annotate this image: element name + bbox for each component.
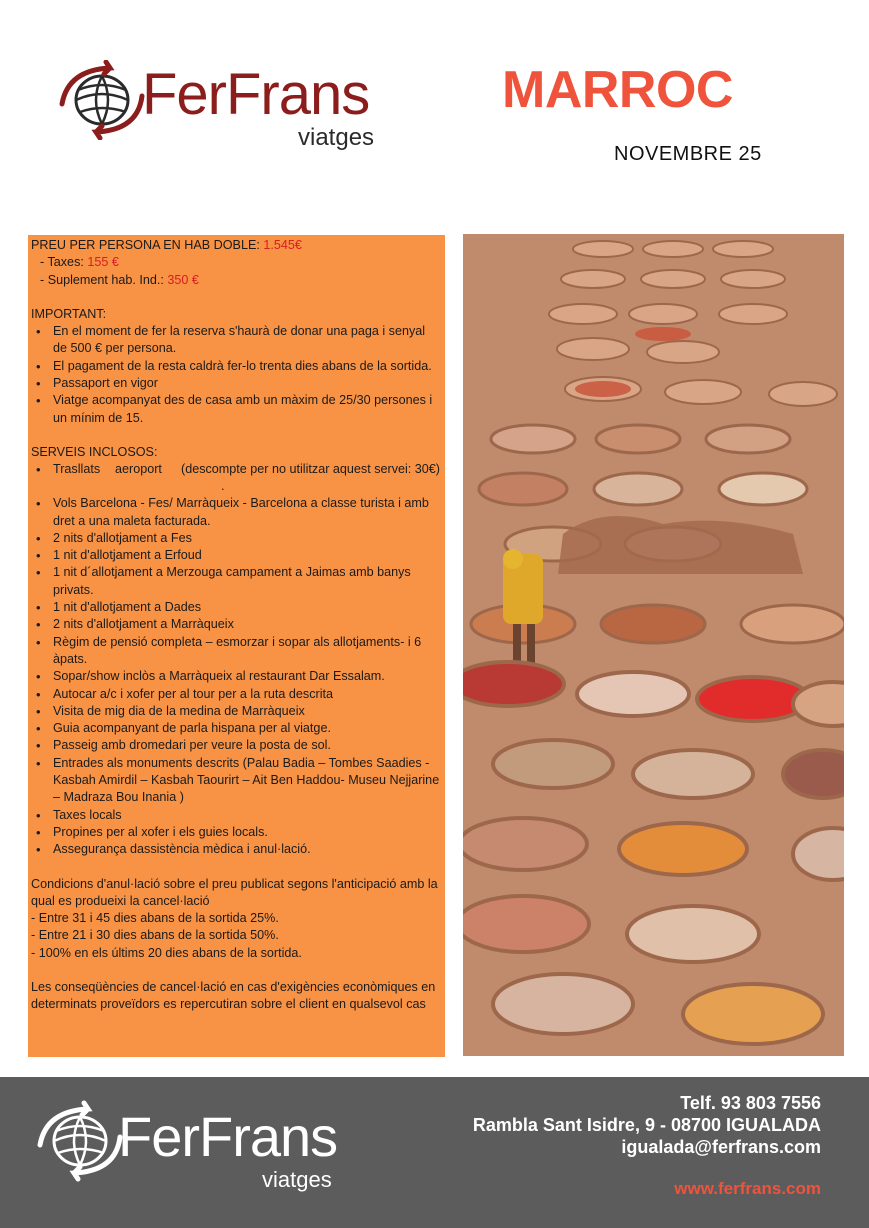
list-item: • 2 nits d'allotjament a Marràqueix — [53, 616, 441, 633]
trip-date: NOVEMBRE 25 — [614, 143, 762, 165]
tannery-illustration — [463, 234, 844, 1056]
suplement-label: - Suplement hab. Ind.: — [40, 272, 168, 287]
condicions-line: - Entre 31 i 45 dies abans de la sortida 25%. — [31, 911, 279, 926]
serveis-heading: SERVEIS INCLOSOS: — [31, 444, 158, 459]
list-item-trasllat — [53, 461, 441, 495]
globe-icon — [58, 60, 148, 140]
list-item: • Guia acompanyant de parla hispana per al viatge. — [53, 720, 441, 737]
list-item: • 1 nit d´allotjament a Merzouga campament a Jaimas amb banys privats. — [53, 564, 441, 599]
trasllat-label: • Trasllats — [53, 462, 101, 477]
taxes-value: 155 € — [87, 255, 119, 270]
footer-brand-subtitle: viatges — [262, 1167, 332, 1192]
brand-name: FerFrans — [142, 62, 370, 127]
list-item: • Assegurança dassistència mèdica i anul·lació. — [53, 841, 441, 858]
taxes-line — [31, 254, 441, 271]
list-item: • Sopar/show inclòs a Marràqueix al restaurant Dar Essalam. — [53, 668, 441, 685]
brand-subtitle: viatges — [298, 124, 375, 151]
address: Rambla Sant Isidre, 9 - 08700 IGUALADA — [472, 1115, 821, 1135]
list-item: • 1 nit d'allotjament a Erfoud — [53, 547, 441, 564]
globe-icon — [36, 1099, 126, 1183]
list-item: • Vols Barcelona - Fes/ Marràqueix - Barcelona a classe turista i amb dret a una maleta facturada. — [53, 495, 441, 530]
list-item: • Propines per al xofer i els guies locals. — [53, 824, 441, 841]
footer — [0, 1077, 869, 1228]
list-item: • Autocar a/c i xofer per al tour per a la ruta descrita — [53, 686, 441, 703]
brand-logo — [58, 60, 398, 160]
list-item: • Passaport en vigor — [53, 375, 441, 392]
destination-title: MARROC — [502, 61, 733, 119]
trasllat-dot: . — [221, 479, 225, 494]
serveis-list — [31, 461, 441, 858]
condicions-intro: Condicions d'anul·lació sobre el preu publicat segons l'anticipació amb la qual es produeixi la cancel·lació — [31, 876, 438, 908]
footer-logo — [36, 1099, 356, 1209]
tannery-photo — [463, 234, 844, 1056]
list-item: • Taxes locals — [53, 807, 441, 824]
list-item: • El pagament de la resta caldrà fer-lo trenta dies abans de la sortida. — [53, 358, 441, 375]
condicions-line: - Entre 21 i 30 dies abans de la sortida 50%. — [31, 928, 279, 943]
trasllat-aeroport: aeroport — [115, 462, 162, 477]
taxes-label: - Taxes: — [40, 255, 88, 270]
consequencies-text: Les conseqüències de cancel·lació en cas d'exigències econòmiques en determinats proveïdors es repercutiran sobre el client en qualsevol cas — [31, 979, 436, 1012]
list-item: • Passeig amb dromedari per veure la posta de sol. — [53, 737, 441, 754]
list-item: • 2 nits d'allotjament a Fes — [53, 530, 441, 547]
suplement-value: 350 € — [167, 272, 199, 287]
important-list — [31, 323, 441, 427]
price-label: PREU PER PERSONA EN HAB DOBLE: — [31, 238, 264, 252]
email-link[interactable]: igualada@ferfrans.com — [621, 1137, 821, 1157]
trip-info-panel — [28, 235, 445, 1057]
list-item: • En el moment de fer la reserva s'haurà de donar una paga i senyal de 500 € per persona. — [53, 323, 441, 358]
list-item: • 1 nit d'allotjament a Dades — [53, 599, 441, 616]
condicions-line: - 100% en els últims 20 dies abans de la sortida. — [31, 945, 302, 960]
trasllat-descompte: (descompte per no utilitzar aquest servei: 30€) — [181, 462, 441, 477]
price-line — [31, 237, 441, 254]
phone-number[interactable]: Telf. 93 803 7556 — [680, 1093, 821, 1113]
price-value: 1.545€ — [263, 238, 302, 252]
list-item: • Entrades als monuments descrits (Palau Badia – Tombes Saadies - Kasbah Amirdil – Kasbah Taourirt – Ait Ben Haddou- Museu Nejjarine – Madraza Bou Inania ) — [53, 755, 441, 807]
footer-brand-name: FerFrans — [118, 1105, 338, 1168]
list-item: • Viatge acompanyat des de casa amb un màxim de 25/30 persones i un mínim de 15. — [53, 392, 441, 427]
suplement-line — [31, 272, 441, 289]
website-link[interactable]: www.ferfrans.com — [674, 1179, 821, 1198]
important-heading: IMPORTANT: — [31, 306, 107, 321]
list-item: • Règim de pensió completa – esmorzar i sopar als allotjaments- i 6 àpats. — [53, 634, 441, 669]
list-item: • Visita de mig dia de la medina de Marràqueix — [53, 703, 441, 720]
